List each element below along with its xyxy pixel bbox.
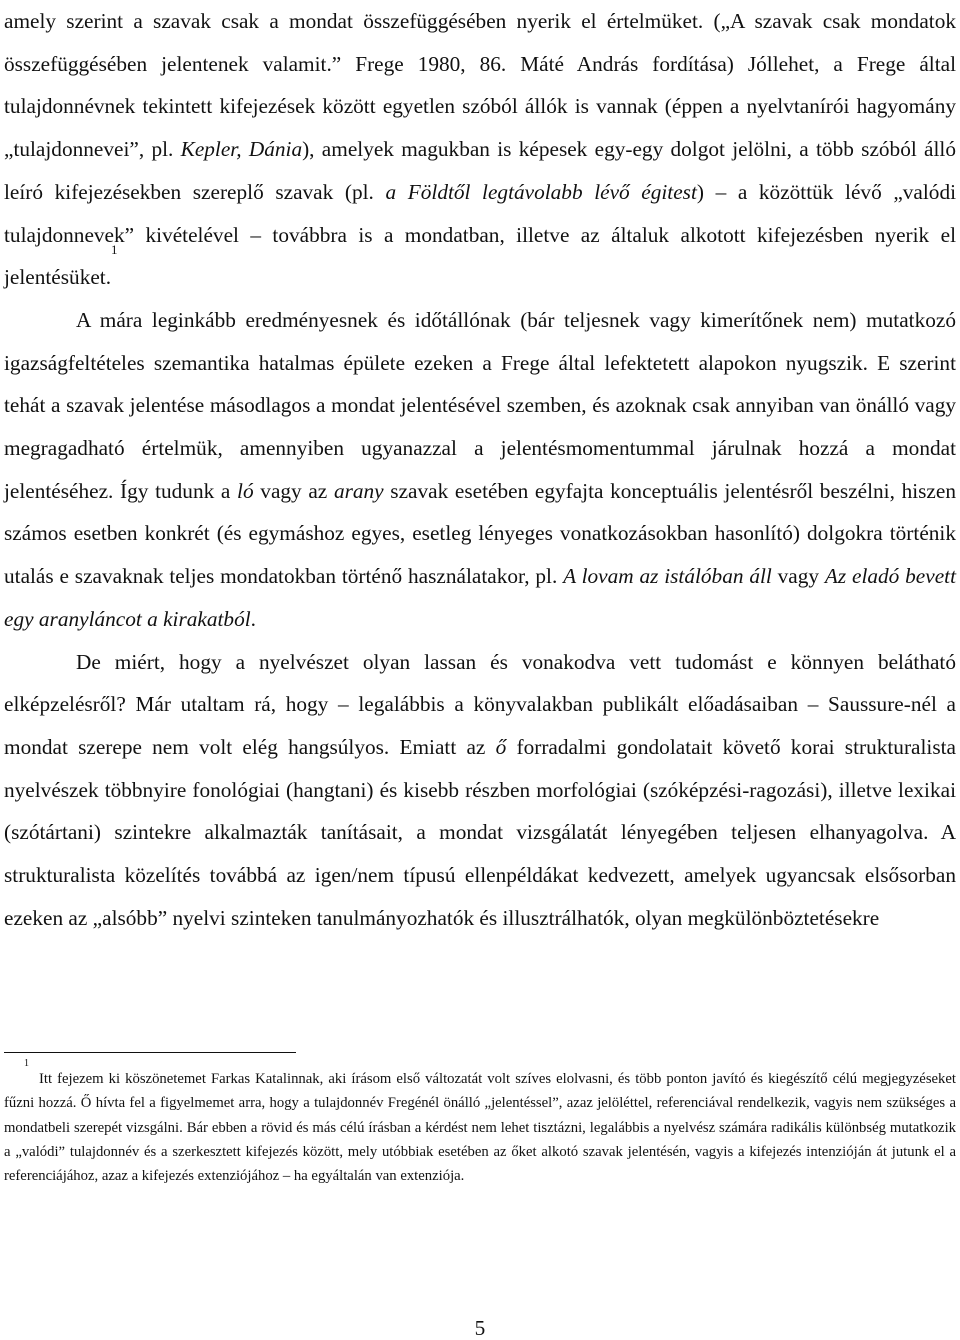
- paragraph-2-italic-2: arany: [333, 478, 384, 503]
- paragraph-1-italic-2: a Földtől legtávolabb lévő égitest: [385, 179, 697, 204]
- paragraph-1-text-2: ), amelyek magukban is képesek egy-egy dolgot jelölni, a több szóból álló leíró kifejezésekben szereplő szavak (pl.: [4, 137, 956, 204]
- paragraph-2-italic-1: ló: [237, 478, 254, 503]
- paragraph-1-italic-1: Kepler, Dánia: [180, 137, 303, 162]
- paragraph-3: [4, 641, 956, 940]
- footnote-reference[interactable]: 1: [111, 242, 118, 258]
- paragraph-2-italic-4: Az eladó bevett egy aranyláncot a kirakatból: [4, 564, 956, 631]
- body-text: [4, 0, 956, 939]
- paragraph-2: [4, 299, 956, 641]
- footnote-number: 1: [24, 1058, 29, 1069]
- paragraph-2-text-5: .: [250, 606, 256, 631]
- paragraph-3-text-2: forradalmi gondolatait követő korai strukturalista nyelvészek többnyire fonológiai (hangtani) és kisebb részben morfológiai (szóképzési-ragozási), illetve lexikai (szótártani) szintekre alkalmazták tanításait, a mondat vizsgálatát lényegében teljesen elhanyagolva. A strukturalista közelítés továbbá az igen/nem típusú ellenpéldákat kedvezett, amelyek ugyancsak elsősorban ezeken az „alsóbb” nyelvi szinteken tanulmányozhatók és illusztrálhatók, olyan megkülönböztetésekre: [4, 734, 956, 930]
- paragraph-3-italic-1: ő: [495, 734, 507, 759]
- paragraph-2-text-3: szavak esetében egyfajta konceptuális jelentésről beszélni, hiszen számos esetben konkrét (és egymáshoz egyes, esetleg lényeges vonatkozásokban hasonlító) dolgokra történik utalás e szavaknak teljes mondatokban történő használatakor, pl.: [4, 478, 956, 589]
- page-number: 5: [474, 1316, 486, 1340]
- paragraph-3-text-1: De miért, hogy a nyelvészet olyan lassan és vonakodva vett tudomást e könnyen belátható elképzelésről? Már utaltam rá, hogy – legalábbis a könyvalakban publikált előadásaiban – Saussure-nél a mondat szerepe nem volt elég hangsúlyos. Emiatt az: [4, 649, 956, 759]
- paragraph-1-text-3: ) – a közöttük lévő „valódi tulajdonnevek” kivételével – továbbra is a mondatban, illetve az általuk alkotott kifejezésben nyerik el jelentésüket.: [4, 179, 957, 290]
- paragraph-1-text-1: amely szerint a szavak csak a mondat összefüggésében nyerik el értelmüket. („A szavak csak mondatok összefüggésében jelentenek valamit.” Frege 1980, 86. Máté András fordítása) Jóllehet, a Frege által tulajdonnévnek tekintett kifejezések között egyetlen szóból állók is vannak (éppen a nyelvtanírói hagyomány „tulajdonnevei”, pl.: [4, 9, 956, 162]
- footnote-text: Itt fejezem ki köszönetemet Farkas Katalinnak, aki írásom első változatát volt szíves elolvasni, és több ponton javító és kiegészítő célú megjegyzéseket fűzni hozzá. Ő hívta fel a figyelmemet arra, hogy a tulajdonnév Fregénél önálló „jelentéssel”, azaz jelöléttel, referenciával rendelkezik, vagyis nem szükséges a mondatbeli szerepét vizsgálni. Bár ebben a rövid és más célú írásban a kérdést nem lehet tisztázni, legalábbis a nyelvész számára radikális különbség mutatkozik a „valódi” tulajdonnév és a szerkesztett kifejezés között, mely utóbbiak esetében az őket alkotó szavak jelentésén, vagyis a kifejezés intenzióján át jutunk el a referenciájához, azaz a kifejezés extenziójához – ha egyáltalán van extenziója.: [4, 1071, 956, 1185]
- paragraph-1: [4, 0, 956, 299]
- paragraph-2-text-1: A mára leginkább eredményesnek és időtállónak (bár teljesnek vagy kimerítőnek nem) mutatkozó igazságfeltételes szemantika hatalmas épülete ezeken a Frege által lefektetett alapokon nyugszik. E szerint tehát a szavak jelentése másodlagos a mondat jelentésével szemben, és azoknak csak annyiban van önálló vagy megragadható értelmük, amennyiben ugyanazzal a jelentésmomentummal járulnak hozzá a mondat jelentéséhez. Így tudunk a: [4, 307, 956, 503]
- paragraph-2-text-2: vagy az: [253, 478, 334, 503]
- footnote: [4, 1058, 956, 1188]
- footnote-separator: [4, 1052, 296, 1053]
- paragraph-2-italic-3: A lovam az istálóban áll: [563, 564, 772, 589]
- paragraph-2-text-4: vagy: [771, 564, 825, 589]
